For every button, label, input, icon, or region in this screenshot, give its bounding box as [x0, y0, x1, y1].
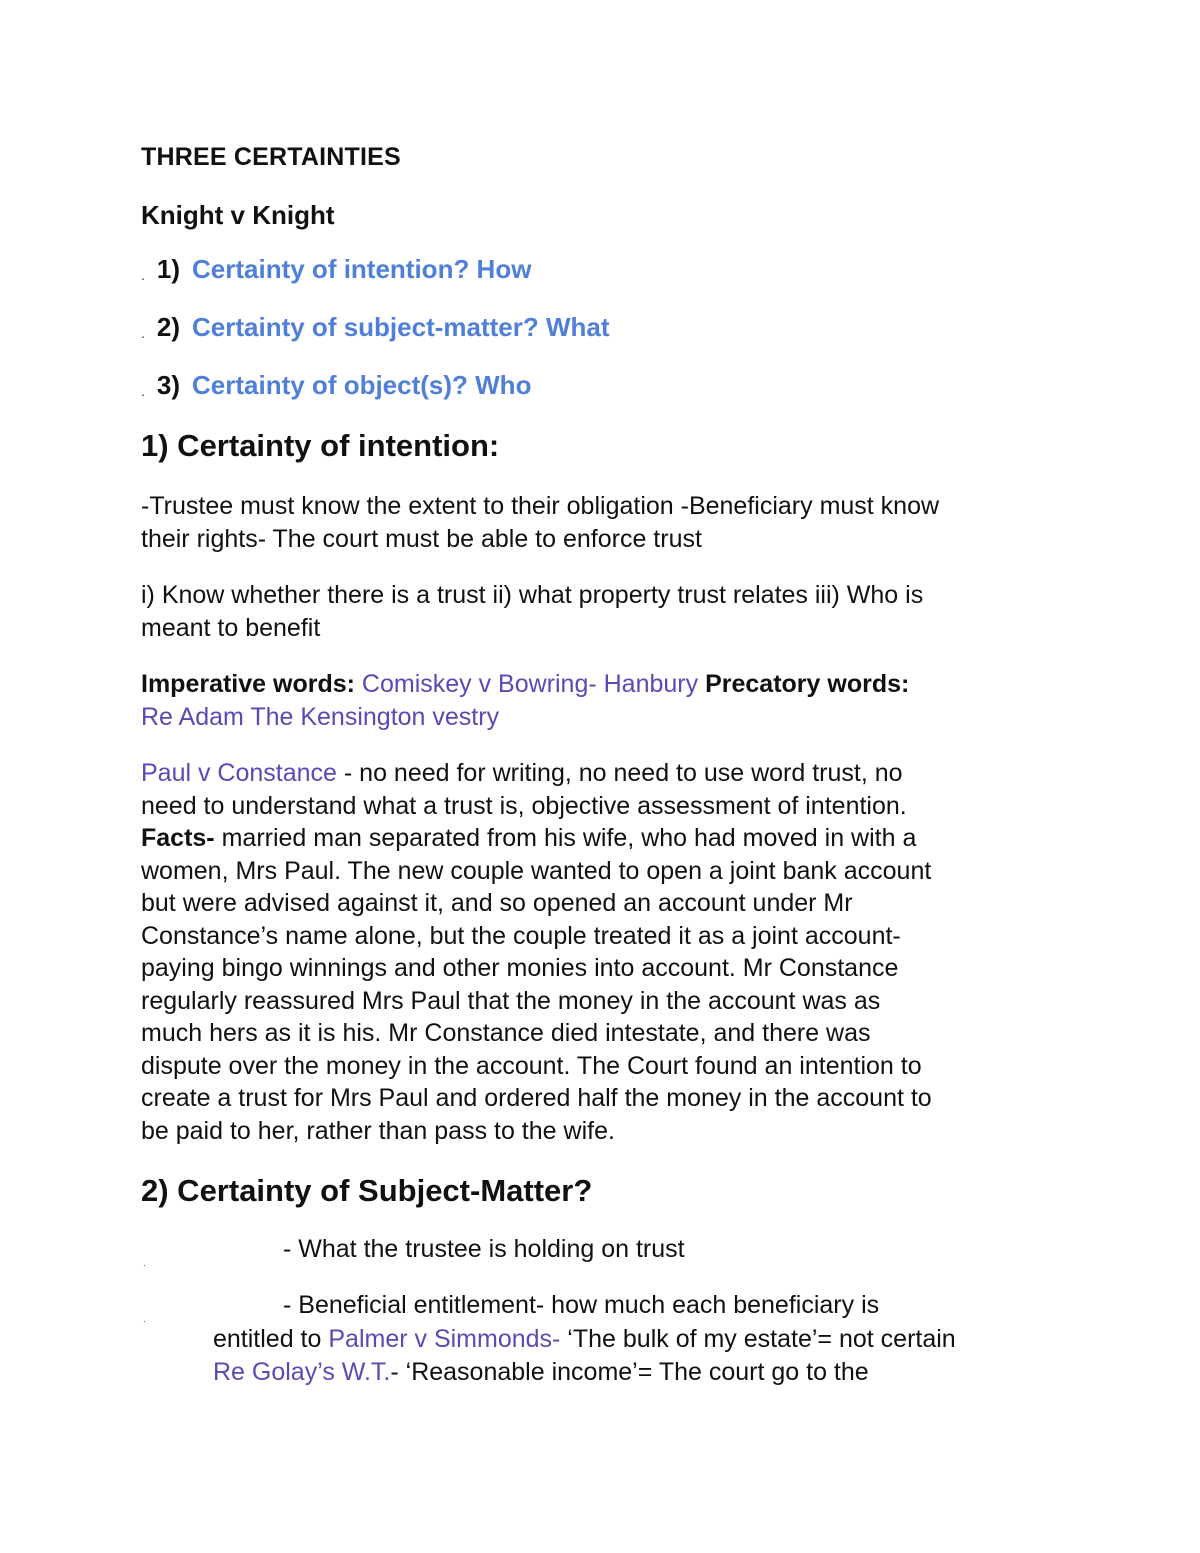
list-marker: .: [141, 325, 145, 341]
list-marker: .: [143, 1258, 146, 1269]
list-marker: .: [141, 267, 145, 283]
text-line: Constance’s name alone, but the couple treated it as a joint account-: [141, 921, 901, 950]
imperative-label: Imperative words:: [141, 670, 355, 698]
toc-number: 1): [156, 254, 181, 284]
text-line: dispute over the money in the account. The Court found an intention to: [141, 1051, 922, 1080]
toc-number: 2): [156, 312, 181, 342]
section-heading-intention: 1) Certainty of intention:: [141, 428, 500, 463]
paragraph-paul-v-constance: [141, 757, 1061, 1147]
text-line: meant to benefit: [141, 613, 321, 642]
text-line: be paid to her, rather than pass to the wife.: [141, 1116, 615, 1145]
text-line-golay: [213, 1358, 869, 1387]
text-line: their rights- The court must be able to enforce trust: [141, 524, 702, 553]
text-line: but were advised against it, and so opened an account under Mr: [141, 889, 853, 917]
toc-number: 3): [156, 370, 181, 400]
text-line: much hers as it is his. Mr Constance died intestate, and there was: [141, 1019, 871, 1047]
facts-label: Facts-: [141, 824, 215, 852]
text-line: women, Mrs Paul. The new couple wanted to open a joint bank account: [141, 856, 932, 885]
text-line: create a trust for Mrs Paul and ordered half the money in the account to: [141, 1084, 932, 1112]
text-line: regularly reassured Mrs Paul that the money in the account was as: [141, 986, 881, 1015]
paragraph-know-whether: [141, 579, 1061, 644]
section-heading-subject-matter: 2) Certainty of Subject-Matter?: [141, 1173, 593, 1208]
document-title: THREE CERTAINTIES: [141, 143, 401, 171]
text-line: i) Know whether there is a trust ii) what property trust relates iii) Who is: [141, 581, 924, 609]
case-heading: Knight v Knight: [141, 200, 335, 230]
text-line: need to understand what a trust is, objective assessment of intention.: [141, 791, 907, 820]
text-line: paying bingo winnings and other monies into account. Mr Constance: [141, 954, 899, 982]
case-re-adam: Re Adam The Kensington vestry: [141, 702, 500, 731]
toc-link-intention[interactable]: Certainty of intention? How: [192, 254, 532, 284]
list-marker: .: [143, 1314, 146, 1325]
text-line: -Trustee must know the extent to their obligation -Beneficiary must know: [141, 492, 940, 520]
precatory-label: Precatory words:: [705, 670, 910, 698]
toc-item-intention: [141, 254, 531, 285]
case-re-golay: Re Golay’s W.T.: [213, 1358, 391, 1386]
bullet-trustee-holding: - What the trustee is holding on trust: [283, 1235, 685, 1263]
list-marker: .: [141, 383, 145, 399]
toc-link-objects[interactable]: Certainty of object(s)? Who: [192, 370, 532, 400]
text-span: - no need for writing, no need to use word trust, no: [336, 759, 903, 787]
toc-item-objects: [141, 370, 531, 401]
toc-link-subject-matter[interactable]: Certainty of subject-matter? What: [192, 312, 610, 342]
text-span: married man separated from his wife, who had moved in with a: [214, 824, 917, 852]
case-palmer-v-simmonds: Palmer v Simmonds-: [328, 1325, 561, 1353]
text-span: - ‘Reasonable income’= The court go to the: [390, 1358, 869, 1386]
case-paul-v-constance: Paul v Constance: [141, 759, 337, 787]
paragraph-obligations: [141, 490, 1061, 555]
text-line-palmer: [213, 1325, 956, 1354]
bullet-beneficial-entitlement: - Beneficial entitlement- how much each beneficiary is: [283, 1291, 880, 1319]
text-span: ‘The bulk of my estate’= not certain: [560, 1325, 956, 1353]
case-comiskey: Comiskey v Bowring- Hanbury: [361, 670, 699, 698]
toc-item-subject-matter: [141, 312, 610, 343]
text-span: entitled to: [213, 1325, 329, 1353]
paragraph-words: [141, 668, 1061, 733]
